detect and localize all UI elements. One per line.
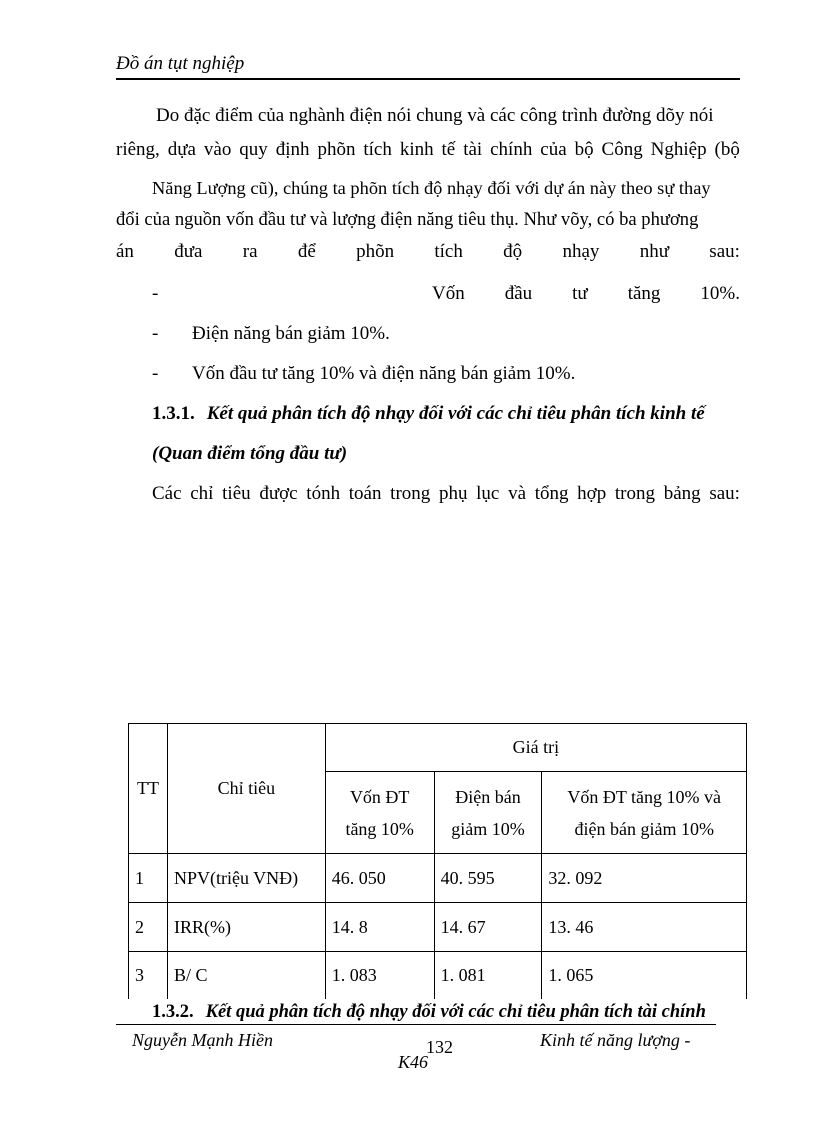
section-heading-1-3-1 <box>152 402 705 426</box>
word: án <box>116 241 134 262</box>
cell-capital-up: 46. 050 <box>325 854 434 903</box>
word: (bộ <box>714 139 740 160</box>
bullet-3-text: Vốn đầu tư tăng 10% và điện năng bán giảm 10%. <box>192 363 576 384</box>
header-line: tăng 10% <box>345 818 414 839</box>
word: bộ <box>574 139 594 160</box>
word: tiêu <box>222 483 251 504</box>
page-number: 132 <box>426 1037 453 1057</box>
section-subtitle: (Quan điểm tổng đầu tư) <box>152 443 348 464</box>
word: vào <box>203 139 232 160</box>
word: sau: <box>709 241 740 262</box>
word: kinh <box>399 139 434 160</box>
cell-capital-up: 1. 083 <box>325 952 434 1000</box>
section-title: Kết quả phân tích độ nhạy đối với các chỉ tiêu phân tích kinh tế <box>206 403 705 424</box>
word: Vốn <box>432 283 465 304</box>
cell-indicator: B/ C <box>167 952 325 1000</box>
word: và <box>508 483 526 504</box>
header-line: giảm 10% <box>451 818 525 839</box>
header-value-group: Giá trị <box>325 724 746 772</box>
sensitivity-table <box>128 723 747 1000</box>
word: trong <box>390 483 431 504</box>
word: của <box>540 139 567 160</box>
word: lục <box>476 483 500 504</box>
bullet-2-text: Điện năng bán giảm 10%. <box>192 323 390 344</box>
word: Nghiệp <box>650 139 707 160</box>
word: đầu <box>504 283 533 304</box>
word: bảng <box>663 483 701 504</box>
word: trong <box>614 483 656 504</box>
word: đưa <box>174 241 203 262</box>
paragraph-line-3: Năng Lượng cũ), chúng ta phõn tích độ nhạy đối với dự án này theo sự thay <box>152 178 711 198</box>
header-capital-up <box>325 772 434 854</box>
cell-power-down: 40. 595 <box>434 854 542 903</box>
word: Các <box>152 483 182 504</box>
page-header <box>116 50 740 80</box>
word: tích <box>363 139 392 160</box>
header-line: Vốn ĐT tăng 10% và <box>567 786 722 807</box>
header-line: Vốn ĐT <box>349 786 410 807</box>
word: tư <box>572 283 588 304</box>
cell-power-down: 14. 67 <box>434 903 542 952</box>
word: chỉ <box>190 483 214 504</box>
section-title: Kết quả phân tích độ nhạy đối với các chỉ tiêu phân tích tài chính <box>205 1002 706 1022</box>
word: được <box>259 483 298 504</box>
cell-tt: 1 <box>129 854 168 903</box>
word: chính <box>490 139 533 160</box>
cell-tt: 2 <box>129 903 168 952</box>
word: toán <box>348 483 382 504</box>
section-number: 1.3.1. <box>152 403 195 424</box>
word: quy <box>239 139 268 160</box>
table-row <box>129 952 747 1000</box>
word: định <box>275 139 310 160</box>
header-title: Đồ án tụt nghiệp <box>116 53 245 74</box>
word: nhạy <box>562 241 600 262</box>
cell-indicator: NPV(triệu VNĐ) <box>167 854 325 903</box>
cell-capital-up: 14. 8 <box>325 903 434 952</box>
word: dựa <box>167 139 196 160</box>
word: phõn <box>356 241 395 262</box>
cell-power-down: 1. 081 <box>434 952 542 1000</box>
table-row <box>129 854 747 903</box>
word: phõn <box>317 139 356 160</box>
paragraph-line-1: Do đặc điểm của nghành điện nói chung và các công trình đường dõy nói <box>156 105 714 126</box>
word: tài <box>463 139 483 160</box>
paragraph-line-4: đổi của nguồn vốn đầu tư và lượng điện năng tiêu thụ. Như võy, có ba phương <box>116 209 699 230</box>
word: phụ <box>438 483 468 504</box>
word: sau: <box>709 483 740 504</box>
header-indicator: Chỉ tiêu <box>167 724 325 854</box>
word: Công <box>601 139 643 160</box>
cell-both: 1. 065 <box>542 952 747 1000</box>
footer-department: Kinh tế năng lượng - <box>540 1030 691 1050</box>
section-number: 1.3.2. <box>152 1002 194 1022</box>
paragraph-line-2 <box>116 138 740 162</box>
header-line: điện bán giảm 10% <box>574 818 714 839</box>
cell-both: 32. 092 <box>542 854 747 903</box>
word: như <box>639 241 669 262</box>
cell-indicator: IRR(%) <box>167 903 325 952</box>
section-heading-1-3-2 <box>152 1000 706 1024</box>
word: để <box>297 241 316 262</box>
cell-both: 13. 46 <box>542 903 747 952</box>
word: tế <box>441 139 456 160</box>
bullet-dash: - <box>152 283 159 304</box>
word: độ <box>503 241 523 262</box>
word: tónh <box>306 483 341 504</box>
intro-text <box>152 482 740 506</box>
header-line: Điện bán <box>455 786 521 807</box>
word: 10%. <box>700 283 740 304</box>
footer-divider <box>116 1024 716 1025</box>
header-both <box>542 772 747 854</box>
word: tổng <box>534 483 569 504</box>
footer-class: K46 <box>398 1052 429 1072</box>
paragraph-line-5 <box>116 240 740 264</box>
bullet-dash: - <box>152 363 159 384</box>
word: ra <box>242 241 258 262</box>
table-row <box>129 903 747 952</box>
bullet-dash: - <box>152 323 159 344</box>
header-power-down <box>434 772 542 854</box>
word: tích <box>434 241 463 262</box>
header-tt: TT <box>129 724 168 854</box>
word: hợp <box>577 483 607 504</box>
word: riêng, <box>116 139 160 160</box>
cell-tt: 3 <box>129 952 168 1000</box>
bullet-1-text <box>432 282 740 306</box>
footer-author: Nguyễn Mạnh Hiền <box>132 1030 273 1050</box>
word: tăng <box>627 283 661 304</box>
